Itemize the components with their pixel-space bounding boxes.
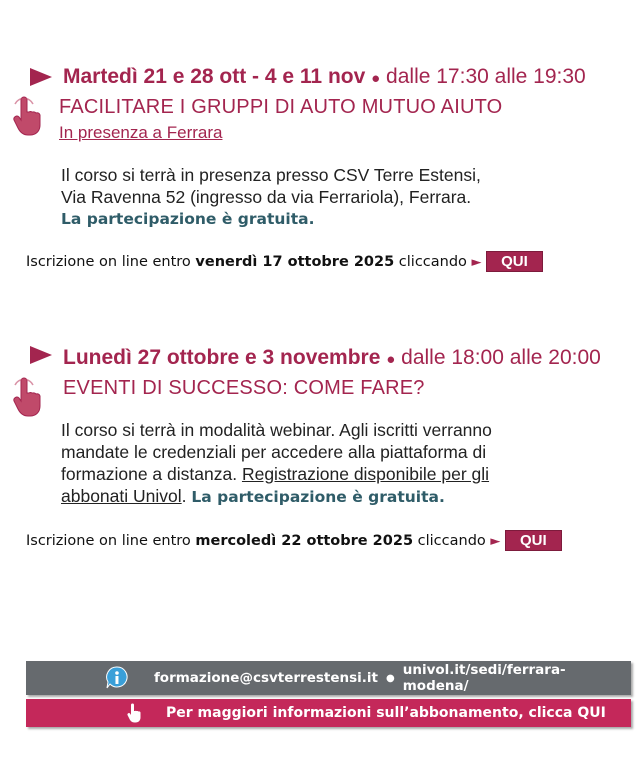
event2-registration-link[interactable]: Registrazione disponibile per gli — [241, 464, 490, 484]
event2-free-note: La partecipazione è gratuita. — [191, 488, 445, 506]
pointing-hand-icon — [126, 703, 142, 723]
event1-date: Martedì 21 e 28 ott - 4 e 11 nov ● dalle 17:30 alle 19:30 — [63, 65, 586, 88]
small-arrow-icon: ► — [490, 534, 501, 549]
contact-email[interactable]: formazione@csvterrestensi.it — [153, 670, 378, 686]
small-arrow-icon: ► — [471, 255, 482, 270]
event1-registration: Iscrizione on line entro venerdì 17 ottobre 2025 cliccando ► QUI — [26, 251, 543, 272]
event2-description: Il corso si terrà in modalità webinar. Agli iscritti verranno mandate le credenziali per accedere alla piattaforma di formazione a distanza. Registrazione disponibile per gli abbonati Univol. La partecipazione è gratuita. — [61, 420, 492, 506]
event2-registration: Iscrizione on line entro mercoledì 22 ottobre 2025 cliccando ► QUI — [26, 530, 562, 551]
event1-description: Il corso si terrà in presenza presso CSV Terre Estensi, Via Ravenna 52 (ingresso da via Ferrariola), Ferrara. La partecipazione è gratuita. — [61, 164, 601, 230]
event1-title: FACILITARE I GRUPPI DI AUTO MUTUO AIUTO — [59, 96, 503, 118]
info-icon — [104, 665, 130, 691]
event2-qui-button[interactable]: QUI — [505, 530, 562, 551]
event1-free-note: La partecipazione è gratuita. — [61, 210, 315, 228]
event2-title: EVENTI DI SUCCESSO: COME FARE? — [63, 377, 425, 399]
play-arrow-icon — [30, 346, 52, 364]
contact-website[interactable]: univol.it/sedi/ferrara-modena/ — [402, 662, 566, 694]
subscription-info-bar[interactable] — [26, 699, 631, 727]
event1-location-link[interactable]: In presenza a Ferrara — [59, 123, 223, 142]
event2-date: Lunedì 27 ottobre e 3 novembre ● dalle 18:00 alle 20:00 — [63, 346, 601, 369]
subscription-info-link[interactable]: Per maggiori informazioni sull’abbonamento, clicca QUI — [166, 705, 606, 721]
contact-bar: formazione@csvterrestensi.it ● univol.it/sedi/ferrara-modena/ — [26, 661, 631, 695]
play-arrow-icon — [30, 68, 52, 86]
pointing-hand-icon — [12, 96, 42, 136]
pointing-hand-icon — [12, 377, 42, 417]
event2-registration-link-cont[interactable]: abbonati Univol — [61, 486, 182, 506]
event1-qui-button[interactable]: QUI — [486, 251, 543, 272]
